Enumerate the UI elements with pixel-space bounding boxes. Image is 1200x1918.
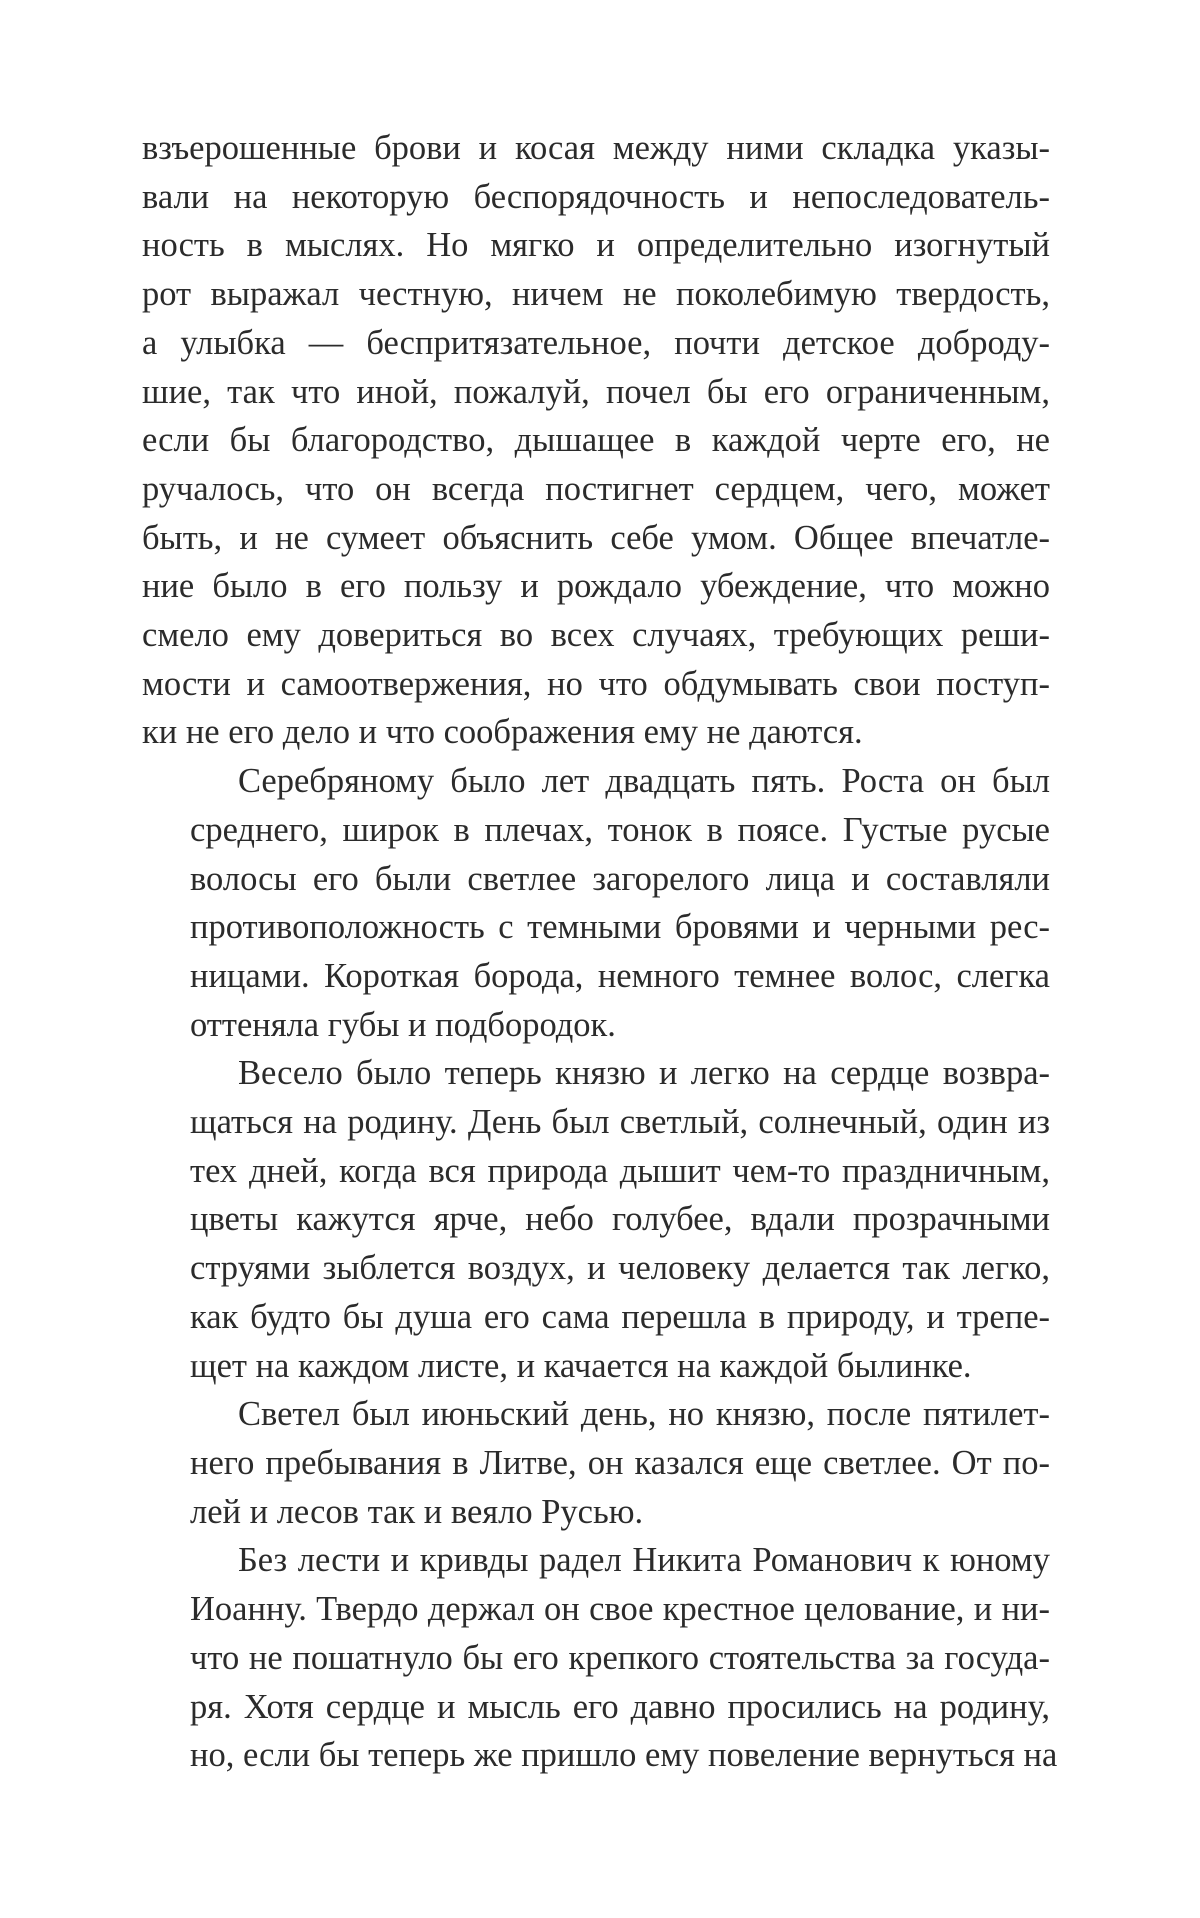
text-line: рот выражал честную, ничем не поколебимую твердость, xyxy=(142,275,1050,314)
text-line: а улыбка — беспритязательное, почти детское доброду- xyxy=(142,323,1050,362)
text-line: струями зыблется воздух, и человеку делается так легко, xyxy=(190,1249,1050,1288)
text-line: шие, так что иной, пожалуй, почел бы его ограниченным, xyxy=(142,372,1050,411)
page-text xyxy=(142,124,1058,1780)
text-line: ность в мыслях. Но мягко и определительно изогнутый xyxy=(142,226,1050,265)
paragraph-5 xyxy=(142,1536,1058,1780)
text-line: ки не его дело и что соображения ему не даются. xyxy=(142,713,863,752)
text-line: оттеняла губы и подбородок. xyxy=(190,1005,616,1044)
text-line: щаться на родину. День был светлый, солнечный, один из xyxy=(190,1103,1050,1142)
text-line: ручалось, что он всегда постигнет сердцем, чего, может xyxy=(142,469,1050,508)
text-line: среднего, широк в плечах, тонок в поясе. Густые русые xyxy=(190,810,1050,849)
text-line: ницами. Короткая борода, немного темнее волос, слегка xyxy=(190,956,1050,995)
text-line: Иоанну. Твердо держал он свое крестное целование, и ни- xyxy=(190,1590,1050,1629)
text-line: ние было в его пользу и рождало убеждение, что можно xyxy=(142,567,1050,606)
text-line: Без лести и кривды радел Никита Романович к юному xyxy=(238,1541,1050,1580)
text-line: как будто бы душа его сама перешла в природу, и трепе- xyxy=(190,1297,1050,1336)
text-line: но, если бы теперь же пришло ему повеление вернуться на xyxy=(190,1736,1058,1775)
text-line: смело ему довериться во всех случаях, требующих реши- xyxy=(142,616,1050,655)
text-line: него пребывания в Литве, он казался еще светлее. От по- xyxy=(190,1443,1050,1482)
text-line: мости и самоотвержения, но что обдумывать свои поступ- xyxy=(142,664,1050,703)
text-line: если бы благородство, дышащее в каждой черте его, не xyxy=(142,421,1050,460)
paragraph-2 xyxy=(142,757,1050,1049)
text-line: ря. Хотя сердце и мысль его давно просились на родину, xyxy=(190,1687,1050,1726)
text-line: взъерошенные брови и косая между ними складка указы- xyxy=(142,129,1050,167)
text-line: Серебряному было лет двадцать пять. Роста он был xyxy=(238,762,1050,801)
text-line: Светел был июньский день, но князю, после пятилет- xyxy=(238,1395,1050,1434)
paragraph-4 xyxy=(142,1390,1050,1536)
text-line: щет на каждом листе, и качается на каждой былинке. xyxy=(190,1346,972,1385)
text-line: что не пошатнуло бы его крепкого стоятельства за госуда- xyxy=(190,1638,1050,1677)
text-line: Весело было теперь князю и легко на сердце возвра- xyxy=(238,1054,1050,1093)
text-line: быть, и не сумеет объяснить себе умом. Общее впечатле- xyxy=(142,518,1050,557)
text-line: противоположность с темными бровями и черными рес- xyxy=(190,908,1050,947)
paragraph-3 xyxy=(142,1049,1050,1390)
text-line: вали на некоторую беспорядочность и непоследователь- xyxy=(142,177,1050,216)
text-line: тех дней, когда вся природа дышит чем-то праздничным, xyxy=(190,1151,1050,1190)
text-line: цветы кажутся ярче, небо голубее, вдали прозрачными xyxy=(190,1200,1050,1239)
text-line: волосы его были светлее загорелого лица и составляли xyxy=(190,859,1050,898)
paragraph-1 xyxy=(142,124,1050,757)
text-line: лей и лесов так и веяло Русью. xyxy=(190,1492,644,1531)
